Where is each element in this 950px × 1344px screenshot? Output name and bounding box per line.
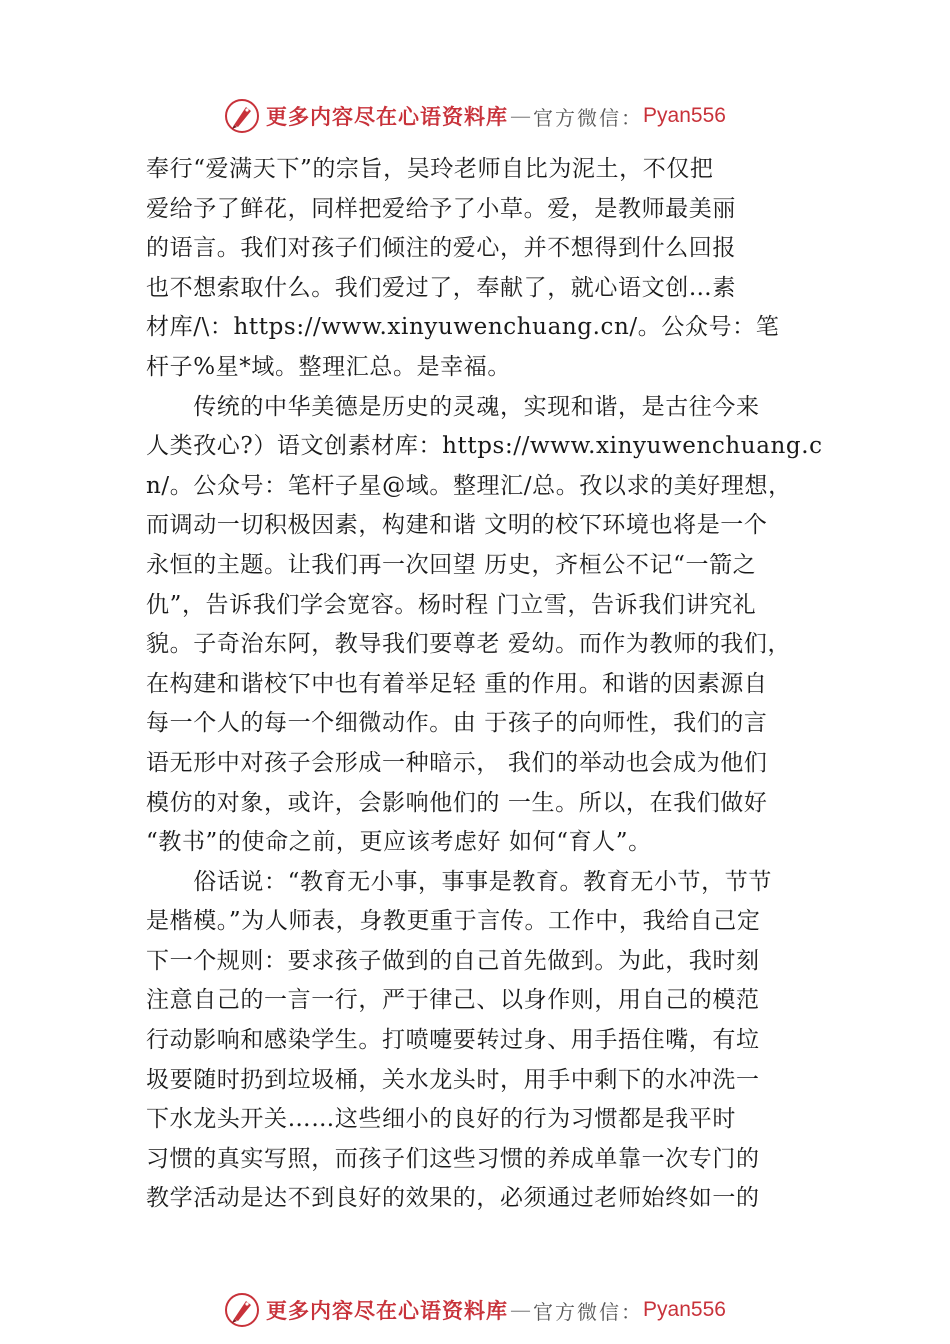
- text-line: 下水龙头开关……这些细小的良好的行为习惯都是我平时: [146, 1106, 736, 1133]
- text-line: 貌。子奇治东阿，教导我们要尊老 爱幼。而作为教师的我们，: [146, 631, 792, 658]
- text-line: 材库/\：https://www.xinyuwenchuang.cn/。公众号：笔: [146, 314, 780, 341]
- text-line: 人类孜心?）语文创素材库：https://www.xinyuwenchuang.c: [146, 433, 823, 460]
- text-line: “教书”的使命之前，更应该考虑好 如何“育人”。: [146, 829, 652, 856]
- text-line: 在构建和谐校㓀中也有着举足轻 重的作用。和谐的因素源自: [146, 670, 768, 697]
- footer-banner: [0, 1290, 950, 1330]
- text-line: 模仿的对象，或许，会影响他们的 一生。所以，在我们做好: [146, 789, 768, 816]
- footer-wechat-id: Pyan556: [643, 1298, 726, 1321]
- header-promo-text: 更多内容尽在心语资料库: [266, 104, 509, 129]
- footer-promo-text: 更多内容尽在心语资料库: [266, 1298, 509, 1323]
- text-line: 习惯的真实写照，而孩子们这些习惯的养成单靠一次专门的: [146, 1145, 760, 1172]
- text-line: 爱给予了鲜花，同样把爱给予了小草。爱，是教师最美丽: [146, 195, 736, 222]
- footer-dash: —: [510, 1298, 532, 1322]
- text-line: 传统的中华美德是历史的灵魂，实现和谐，是古往今来: [146, 393, 760, 420]
- text-line: 语无形中对孩子会形成一种暗示， 我们的举动也会成为他们: [146, 749, 768, 776]
- text-line: 俗话说：“教育无小事，事事是教育。教育无小节，节节: [146, 868, 772, 895]
- text-line: 圾要随时扔到垃圾桶，关水龙头时，用手中剩下的水冲洗一: [146, 1066, 760, 1093]
- text-line: 是楷模。”为人师表，身教更重于言传。工作中，我给自己定: [146, 908, 761, 935]
- text-line: 下一个规则：要求孩子做到的自己首先做到。为此，我时刻: [146, 947, 760, 974]
- pen-nib-logo-icon: [224, 98, 260, 134]
- footer-wechat-label: 官方微信：: [533, 1299, 644, 1324]
- text-line: 永恒的主题。让我们再一次回望 历史，齐桓公不记“一箭之: [146, 551, 757, 578]
- pen-nib-logo-icon: [224, 1292, 260, 1328]
- text-line: 教学活动是达不到良好的效果的，必须通过老师始终如一的: [146, 1185, 760, 1212]
- text-line: 而调动一切积极因素，构建和谐 文明的校㓀环境也将是一个: [146, 512, 768, 539]
- text-line: 奉行“爱满天下”的宗旨，吴玲老师自比为泥土，不仅把: [146, 156, 714, 182]
- header-wechat-label: 官方微信：: [533, 105, 644, 130]
- text-line: 注意自己的一言一行，严于律己、以身作则，用自己的模范: [146, 987, 760, 1014]
- text-line: 行动影响和感染学生。打喷嚏要转过身、用手捂住嘴，有垃: [146, 1027, 760, 1054]
- text-line: 杆子%星*域。整理汇总。是幸福。: [146, 353, 511, 380]
- text-line: 也不想索取什么。我们爱过了，奉献了，就心语文创…素: [146, 274, 736, 301]
- text-line: 的语言。我们对孩子们倾注的爱心，并不想得到什么回报: [146, 235, 736, 262]
- text-line: 仇”，告诉我们学会宽容。杨时程 门立雪，告诉我们讲究礼: [146, 591, 757, 618]
- text-line: 每一个人的每一个细微动作。由 于孩子的向师性，我们的言: [146, 710, 768, 737]
- header-wechat-id: Pyan556: [643, 104, 726, 127]
- text-line: n/。公众号：笔杆子星@域。整理汇/总。孜以求的美好理想，: [146, 472, 792, 499]
- header-dash: —: [510, 104, 532, 128]
- document-body: [146, 150, 836, 1219]
- header-banner: [0, 96, 950, 136]
